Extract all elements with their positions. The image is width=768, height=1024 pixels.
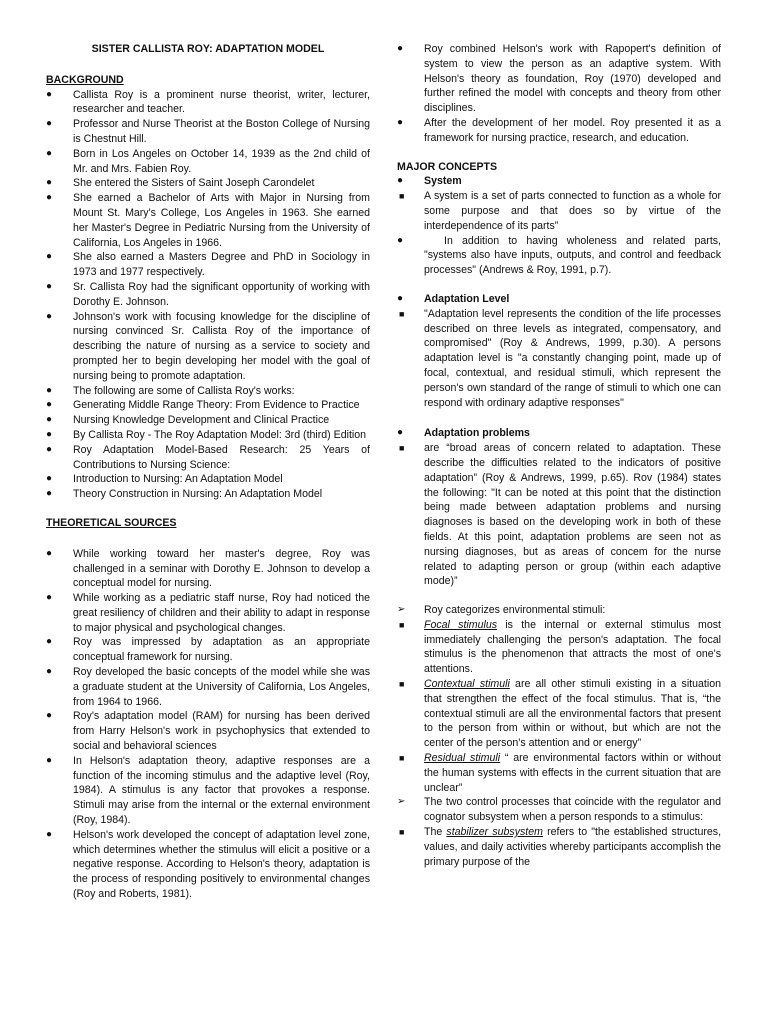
intro-list [397,42,721,146]
list-item: ● In Helson's adaptation theory, adaptive responses are a function of the incoming stimulus and the adaptive level (Roy, 1984). A stimulus is any factor that provokes a response. Stimuli may arise from the internal or the external environment (Roy, 1984). [46,754,370,828]
left-column [46,42,370,902]
list-item: ● Nursing Knowledge Development and Clinical Practice [46,413,370,428]
list-item: ● Helson's work developed the concept of adaptation level zone, which determines whether the stimulus will elicit a positive or a negative response. According to Helson's theory, adaptation is the process of responding positively to environmental changes (Roy and Roberts, 1981). [46,828,370,902]
right-column [397,42,721,869]
list-item: ● Roy was impressed by adaptation as an appropriate conceptual framework for nursing. [46,635,370,665]
adaptation-level-list [397,292,721,410]
list-item: ● She also earned a Masters Degree and PhD in Sociology in 1973 and 1977 respectively. [46,250,370,280]
stabilizer-subsystem-item: ■ The stabilizer subsystem refers to "the established structures, values, and daily activities whereby participants accomplish the primary purpose of the [397,825,721,869]
theoretical-sources-heading: THEORETICAL SOURCES [46,516,177,529]
system-label: ● System [397,174,721,189]
residual-stimuli-term: Residual stimuli [424,752,501,765]
list-item: ● While working as a pediatric staff nurse, Roy had noticed the great resiliency of children and their ability to adapt in response to major physical and psychological changes. [46,591,370,635]
residual-stimuli-item: ■ Residual stimuli “ are environmental factors within or without the human systems with effects in the current situation that are unclear” [397,751,721,795]
list-item: ● Callista Roy is a prominent nurse theorist, writer, lecturer, researcher and teacher. [46,88,370,118]
system-extra: ● In addition to having wholeness and related parts, "systems also have inputs, outputs, and control and feedback processes" (Andrews & Roy, 1991, p.7). [397,234,721,278]
theoretical-sources-list [46,547,370,902]
adaptation-level-label: ● Adaptation Level [397,292,721,307]
list-item: ● Sr. Callista Roy had the significant opportunity of working with Dorothy E. Johnson. [46,280,370,310]
adaptation-level-definition: ■ "Adaptation level represents the condition of the life processes described on three levels as integrated, compensatory, and compromised" (Roy & Andrews, 1999, p.30). A persons adaptation level is "a constantly changing point, made up of focal, contextual, and residual stimuli, which represent the person's own standard of the range of stimuli to which one can respond with ordinary adaptive responses" [397,307,721,411]
list-item: ● Roy's adaptation model (RAM) for nursing has been derived from Harry Helson's work in psychophysics that extended to social and behavioral sciences [46,709,370,753]
major-concepts-heading: MAJOR CONCEPTS [397,160,498,173]
focal-stimulus-item: ■ Focal stimulus is the internal or external stimulus most immediately challenging the person's adaptation. The focal stimulus is the phenomenon that attracts the most of one's attentions. [397,618,721,677]
list-item: ● Born in Los Angeles on October 14, 1939 as the 2nd child of Mr. and Mrs. Fabien Roy. [46,147,370,177]
list-item: ● After the development of her model. Roy presented it as a framework for nursing practice, research, and education. [397,116,721,146]
list-item: ● Roy combined Helson's work with Rapopert's definition of system to view the person as an adaptive system. With Helson's theory as foundation, Roy (1970) developed and further refined the model with concepts and theory from other disciplines. [397,42,721,116]
list-item: ● Generating Middle Range Theory: From Evidence to Practice [46,398,370,413]
list-item: ● Johnson's work with focusing knowledge for the discipline of nursing convinced Sr. Callista Roy of the importance of describing the nature of nursing as a service to society and prompted her to begin developing her model with the goal of nursing being to promote adaptation. [46,310,370,384]
stimuli-list [397,603,721,869]
stabilizer-subsystem-term: stabilizer subsystem [446,826,543,839]
focal-stimulus-term: Focal stimulus [424,618,498,631]
list-item: ● Roy Adaptation Model-Based Research: 25 Years of Contributions to Nursing Science: [46,443,370,473]
list-item: ● While working toward her master's degree, Roy was challenged in a seminar with Dorothy E. Johnson to develop a conceptual model for nursing. [46,547,370,591]
list-item: ● Roy developed the basic concepts of the model while she was a graduate student at the University of California, Los Angeles, from 1964 to 1966. [46,665,370,709]
background-list [46,88,370,502]
system-definition: ■ A system is a set of parts connected to function as a whole for some purpose and that does so by virtue of the interdependence of its parts” [397,189,721,233]
contextual-stimuli-item: ■ Contextual stimuli are all other stimuli existing in a situation that strengthen the effect of the focal stimulus. That is, “the contextual stimuli are all the environmental factors that present to the person from within or without, but which are not the center of the person’s attention and or energy” [397,677,721,751]
major-concepts-list [397,174,721,278]
list-item: ● The following are some of Callista Roy's works: [46,384,370,399]
document-title: SISTER CALLISTA ROY: ADAPTATION MODEL [91,43,325,55]
list-item: ● By Callista Roy - The Roy Adaptation Model: 3rd (third) Edition [46,428,370,443]
list-item: ● She entered the Sisters of Saint Joseph Carondelet [46,176,370,191]
stimuli-intro: ➢ Roy categorizes environmental stimuli: [397,603,721,618]
list-item: ● Theory Construction in Nursing: An Adaptation Model [46,487,370,502]
adaptation-problems-definition: ■ are “broad areas of concern related to adaptation. These describe the difficulties related to the indicators of positive adaptation” (Roy & Andrews, 1999, p.65). Rov (1984) states the following: "It can be noted at this point that the distinction being made between adaptation problems and nursing diagnoses is based on the developing work in both of these fields. At this point, adaptation problems are seen not as nursing diagnoses, but as areas of concem for the nurse related to adapting person or group (within each adaptive mode)” [397,441,721,589]
list-item: ● Professor and Nurse Theorist at the Boston College of Nursing is Chestnut Hill. [46,117,370,147]
adaptation-problems-label: ● Adaptation problems [397,426,721,441]
list-item: ● She earned a Bachelor of Arts with Major in Nursing from Mount St. Mary's College, Los Angeles in 1963. She earned her Master's Degree in Pediatric Nursing from the University of California, Los Angeles in 1966. [46,191,370,250]
list-item: ● Introduction to Nursing: An Adaptation Model [46,472,370,487]
contextual-stimuli-term: Contextual stimuli [424,678,510,691]
control-processes-intro: ➢ The two control processes that coincide with the regulator and cognator subsystem when a person responds to a stimulus: [397,795,721,825]
background-heading: BACKGROUND [46,73,124,86]
adaptation-problems-list [397,426,721,589]
